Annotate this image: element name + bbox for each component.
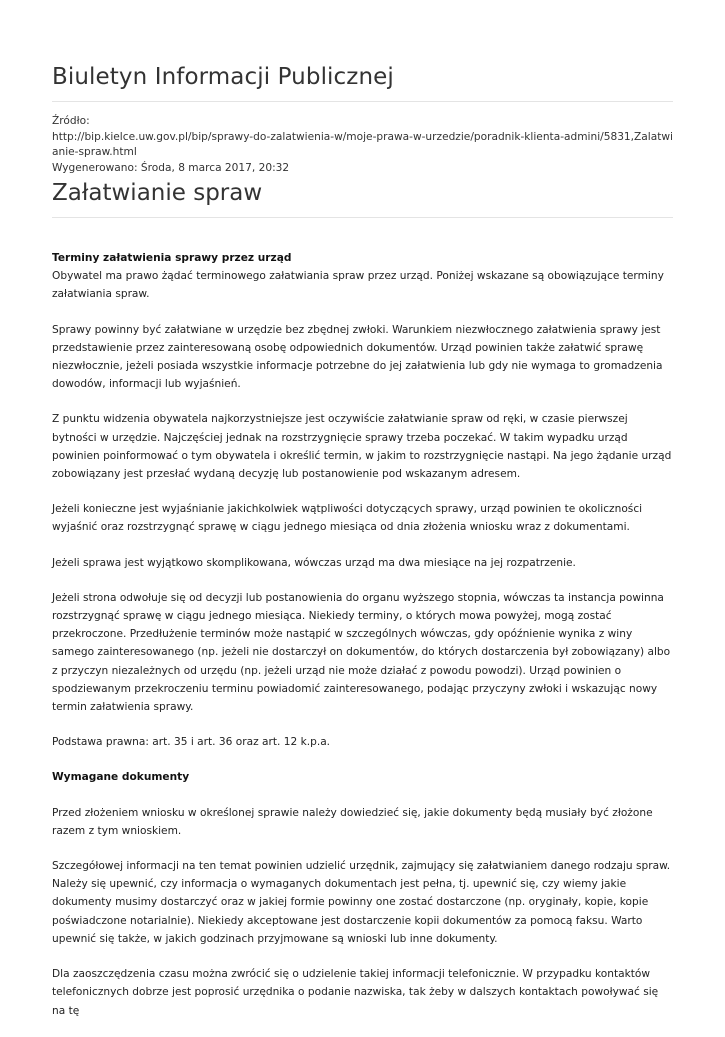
site-title: Biuletyn Informacji Publicznej: [52, 64, 394, 90]
legal-basis: Podstawa prawna: art. 35 i art. 36 oraz art. 12 k.p.a.: [52, 736, 331, 749]
generated-timestamp: Wygenerowano: Środa, 8 marca 2017, 20:32: [52, 161, 290, 174]
paragraph: Szczegółowej informacji na ten temat powinien udzielić urzędnik, zajmujący się załatwianiem danego rodzaju spraw. Należy się upewnić, czy informacja o wymaganych dokumentach jest pełna, tj. upewnić się, czy wiemy jakie dokumenty musimy dostarczyć oraz w jakiej formie powinny one zostać dostarczone (np. oryginały, kopie, kopie poświadczone notarialnie). Niekiedy akceptowane jest dostarczenie kopii dokumentów za pomocą faksu. Warto upewnić się także, w jakich godzinach przyjmowane są wnioski lub inne dokumenty.: [52, 860, 671, 945]
title-divider: [52, 217, 673, 218]
paragraph: Sprawy powinny być załatwiane w urzędzie bez zbędnej zwłoki. Warunkiem niezwłocznego załatwienia sprawy jest przedstawienie przez zainteresowaną osobę odpowiednich dokumentów. Urząd powinien także załatwić sprawę niezwłocznie, jeżeli posiada wszystkie informacje potrzebne do jej załatwienia lub gdy nie wymaga to gromadzenia dowodów, informacji lub wyjaśnień.: [52, 323, 663, 391]
document-title: Załatwianie spraw: [52, 180, 263, 206]
paragraph: Przed złożeniem wniosku w określonej sprawie należy dowiedzieć się, jakie dokumenty będą musiały być złożone razem z tym wnioskiem.: [52, 806, 653, 837]
source-meta: [52, 114, 673, 176]
header-divider: [52, 101, 673, 102]
document-body: [52, 249, 673, 1037]
source-url[interactable]: http://bip.kielce.uw.gov.pl/bip/sprawy-do-zalatwienia-w/moje-prawa-w-urzedzie/poradnik-klienta-admini/5831,Zalatwianie-spraw.html: [52, 130, 673, 158]
paragraph: Dla zaoszczędzenia czasu można zwrócić się o udzielenie takiej informacji telefonicznie. W przypadku kontaktów telefonicznych dobrze jest poprosić urzędnika o podanie nazwiska, tak żeby w dalszych kontaktach powoływać się na tę: [52, 968, 659, 1017]
source-label: Źródło:: [52, 115, 90, 127]
section-heading-deadlines: Terminy załatwienia sprawy przez urząd: [52, 252, 292, 264]
paragraph: Jeżeli sprawa jest wyjątkowo skomplikowana, wówczas urząd ma dwa miesiące na jej rozpatrzenie.: [52, 556, 576, 569]
paragraph: Jeżeli strona odwołuje się od decyzji lub postanowienia do organu wyższego stopnia, wówczas ta instancja powinna rozstrzygnąć sprawę w ciągu jednego miesiąca. Niekiedy terminy, o których mowa powyżej, mogą zostać przekroczone. Przedłużenie terminów może nastąpić w szczególnych wówczas, gdy opóźnienie wynika z winy samego zainteresowanego (np. jeżeli nie dostarczył on dokumentów, do których dostarczenia był zobowiązany) albo z przyczyn niezależnych od urzędu (np. jeżeli urząd nie może działać z powodu powodzi). Urząd powinien o spodziewanym przekroczeniu terminu powiadomić zainteresowanego, podając przyczyny zwłoki i wskazując nowy termin załatwienia sprawy.: [52, 591, 671, 714]
paragraph: Obywatel ma prawo żądać terminowego załatwiania spraw przez urząd. Poniżej wskazane są obowiązujące terminy załatwiania spraw.: [52, 270, 664, 301]
paragraph: Jeżeli konieczne jest wyjaśnianie jakichkolwiek wątpliwości dotyczących sprawy, urząd powinien te okoliczności wyjaśnić oraz rozstrzygnąć sprawę w ciągu jednego miesiąca od dnia złożenia wniosku wraz z dokumentami.: [52, 503, 643, 534]
section-heading-documents: Wymagane dokumenty: [52, 771, 190, 784]
paragraph: Z punktu widzenia obywatela najkorzystniejsze jest oczywiście załatwianie spraw od ręki, w czasie pierwszej bytności w urzędzie. Najczęściej jednak na rozstrzygnięcie sprawy trzeba poczekać. W takim wypadku urząd powinien poinformować o tym obywatela i określić termin, w jakim to rozstrzygnięcie nastąpi. Na jego żądanie urząd zobowiązany jest przesłać wydaną decyzję lub postanowienie pod wskazanym adresem.: [52, 413, 672, 481]
